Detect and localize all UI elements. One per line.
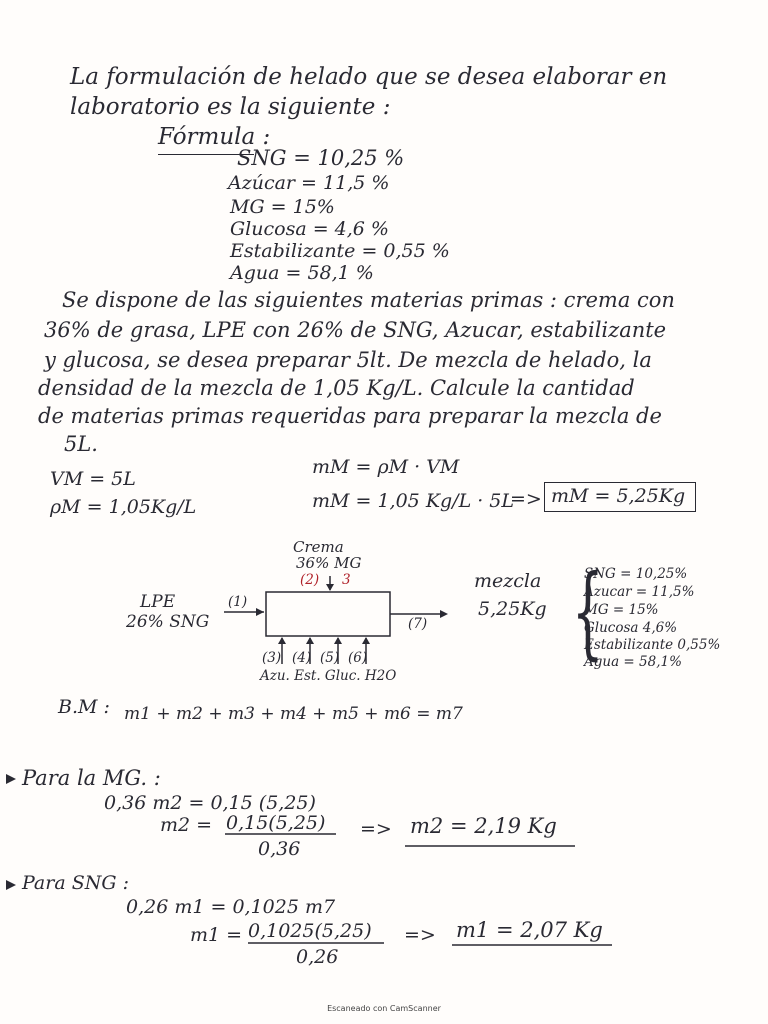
mg-result: m2 = 2,19 Kg [410,814,557,838]
out-arrowhead [440,610,448,618]
diagram-out-stream: (7) [408,616,428,632]
formula-title: Fórmula : [158,124,271,150]
crema-arrowhead [326,584,334,591]
problem-line: 36% de grasa, LPE con 26% de SNG, Azucar, estabilizante [44,318,667,342]
mg-heading: Para la MG. : [22,766,161,790]
scanner-watermark: Escaneado con CamScanner [327,1004,441,1013]
balance-equation: m1 + m2 + m3 + m4 + m5 + m6 = m7 [124,704,463,724]
mg-fraction-numerator: 0,15(5,25) [226,812,326,834]
bullet-icon [6,880,16,890]
diagram-crema-mark: 3 [342,572,351,588]
mg-arrow: => [360,818,392,840]
problem-line: de materias primas requeridas para preparar la mezcla de [38,404,662,428]
sng-fraction-denominator: 0,26 [296,946,339,968]
problem-line: Se dispone de las siguientes materias primas : crema con [62,288,675,312]
diagram-crema-pct: 36% MG [296,554,362,572]
mezcla-item: MG = 15% [584,602,659,618]
diagram-crema-stream: (2) [300,572,320,588]
bottom-arrowhead [306,637,314,644]
diagram-lpe-stream: (1) [228,594,248,610]
mass-result: mM = 5,25Kg [551,485,686,507]
mass-formula: mM = ρM · VM [312,456,460,478]
sng-equation: 0,26 m1 = 0,1025 m7 [126,896,336,918]
formula-item: Azúcar = 11,5 % [228,172,390,194]
given-density: ρM = 1,05Kg/L [50,496,197,518]
bottom-arrowhead [334,637,342,644]
mezcla-brace: { [571,553,604,670]
diagram-lpe-label: LPE [140,592,176,612]
problem-line: y glucosa, se desea preparar 5lt. De mezcla de helado, la [44,348,652,372]
diagram-lpe-pct: 26% SNG [126,612,210,632]
diagram-bottom-labels: Azu. Est. Gluc. H2O [260,668,397,684]
mg-fraction-denominator: 0,36 [258,838,301,860]
formula-item: Estabilizante = 0,55 % [230,240,450,262]
process-box [266,592,390,636]
mezcla-item: Estabilizante 0,55% [584,637,721,653]
sng-fraction-numerator: 0,1025(5,25) [248,920,372,942]
problem-line: 5L. [64,432,98,456]
sng-result: m1 = 2,07 Kg [456,918,603,942]
sng-arrow: => [404,924,436,946]
diagram-bottom-stream: (5) [320,650,340,666]
problem-line: densidad de la mezcla de 1,05 Kg/L. Calcule la cantidad [38,376,635,400]
mezcla-item: Agua = 58,1% [584,654,682,670]
formula-item: Glucosa = 4,6 % [230,218,389,240]
diagram-bottom-stream: (3) [262,650,282,666]
sng-heading: Para SNG : [22,872,129,894]
formula-item: MG = 15% [230,196,335,218]
mezcla-item: Azucar = 11,5% [584,584,695,600]
intro-line-1: La formulación de helado que se desea elaborar en [70,64,668,90]
mass-arrow: => [510,488,542,510]
balance-label: B.M : [58,696,110,718]
bullet-icon [6,774,16,784]
sng-fraction-lhs: m1 = [190,924,243,946]
mezcla-item: SNG = 10,25% [584,566,688,582]
given-volume: VM = 5L [50,468,136,490]
mg-equation: 0,36 m2 = 0,15 (5,25) [104,792,316,814]
diagram-mezcla-label: mezcla [474,570,542,592]
diagram-crema-label: Crema [293,538,344,556]
diagram-bottom-stream: (6) [348,650,368,666]
diagram-bottom-stream: (4) [292,650,312,666]
formula-item: Agua = 58,1 % [230,262,374,284]
bottom-arrowhead [362,637,370,644]
diagram-mezcla-mass: 5,25Kg [478,598,547,620]
bottom-arrowhead [278,637,286,644]
intro-line-2: laboratorio es la siguiente : [70,94,391,120]
mezcla-item: Glucosa 4,6% [584,620,678,636]
formula-item: SNG = 10,25 % [237,146,405,170]
lpe-arrowhead [256,608,264,616]
mass-substitution: mM = 1,05 Kg/L · 5L [312,490,515,512]
mg-fraction-lhs: m2 = [160,814,213,836]
